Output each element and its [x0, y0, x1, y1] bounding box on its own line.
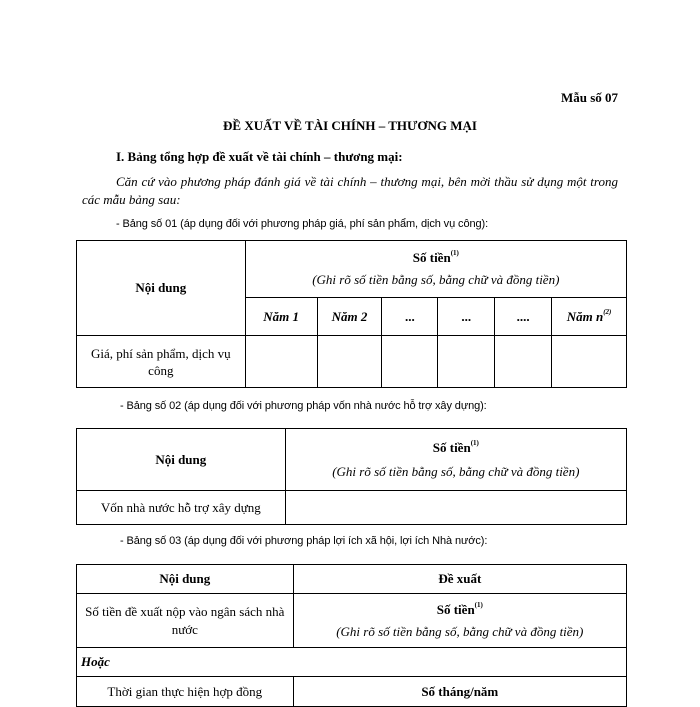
table2-amount-note: (Ghi rõ số tiền bằng số, bằng chữ và đồng tiền) — [332, 463, 580, 479]
table-3 — [76, 564, 627, 707]
table3-row2-label: Thời gian thực hiện hợp đồng — [77, 677, 294, 707]
table1-year-ellipsis-2: ... — [438, 298, 495, 336]
table1-header-content: Nội dung — [77, 241, 246, 336]
intro-paragraph: Căn cứ vào phương pháp đánh giá về tài chính – thương mại, bên mời thầu sử dụng một trong các mẫu bảng sau: — [82, 174, 618, 207]
table1-year-ellipsis-1: ... — [382, 298, 438, 336]
table1-note: - Bảng số 01 (áp dụng đối với phương pháp giá, phí sản phẩm, dịch vụ công): — [116, 218, 489, 230]
table1-row-label: Giá, phí sản phẩm, dịch vụ công — [77, 336, 246, 388]
table1-cell — [317, 336, 382, 388]
table1-cell — [552, 336, 627, 388]
table2-row-label: Vốn nhà nước hỗ trợ xây dựng — [77, 491, 286, 525]
table2-header-content: Nội dung — [77, 429, 286, 491]
table1-year-1: Năm 1 — [245, 298, 317, 336]
table3-amount-cell: Số tiền$^{(1)}$ (Ghi rõ số tiền bằng số, bằng chữ và đồng tiền) — [293, 594, 626, 648]
table2-amount-header: Số tiền$^{(1)}$ (Ghi rõ số tiền bằng số, bằng chữ và đồng tiền) — [285, 429, 626, 491]
table1-year-ellipsis-3: .... — [495, 298, 552, 336]
table1-year-n: Năm $n^{(2)}$ — [552, 298, 627, 336]
table3-or-row: Hoặc — [77, 648, 627, 677]
section-heading: I. Bảng tổng hợp đề xuất về tài chính – thương mại: — [116, 149, 403, 164]
table-2 — [76, 428, 627, 525]
table3-row1-label: Số tiền đề xuất nộp vào ngân sách nhà nước — [77, 594, 294, 648]
table1-cell — [495, 336, 552, 388]
document-title: ĐỀ XUẤT VỀ TÀI CHÍNH – THƯƠNG MẠI — [223, 118, 477, 133]
form-number: Mẫu số 07 — [560, 90, 618, 105]
table2-cell — [285, 491, 626, 525]
table1-cell — [245, 336, 317, 388]
table1-cell — [438, 336, 495, 388]
table1-amount-header: Số tiền$^{(1)}$ (Ghi rõ số tiền bằng số, bằng chữ và đồng tiền) — [245, 241, 626, 298]
table3-row2-value: Số tháng/năm — [293, 677, 626, 707]
table-1 — [76, 240, 627, 388]
table3-amount-note: (Ghi rõ số tiền bằng số, bằng chữ và đồng tiền) — [336, 623, 584, 639]
table1-amount-note: (Ghi rõ số tiền bằng số, bằng chữ và đồng tiền) — [312, 272, 560, 287]
table1-year-2: Năm 2 — [317, 298, 382, 336]
table3-header-content: Nội dung — [77, 565, 294, 594]
table2-note: - Bảng số 02 (áp dụng đối với phương pháp vốn nhà nước hỗ trợ xây dựng): — [120, 400, 487, 412]
table3-note: - Bảng số 03 (áp dụng đối với phương pháp lợi ích xã hội, lợi ích Nhà nước): — [120, 535, 488, 547]
table1-cell — [382, 336, 438, 388]
table3-header-proposal: Đề xuất — [293, 565, 626, 594]
